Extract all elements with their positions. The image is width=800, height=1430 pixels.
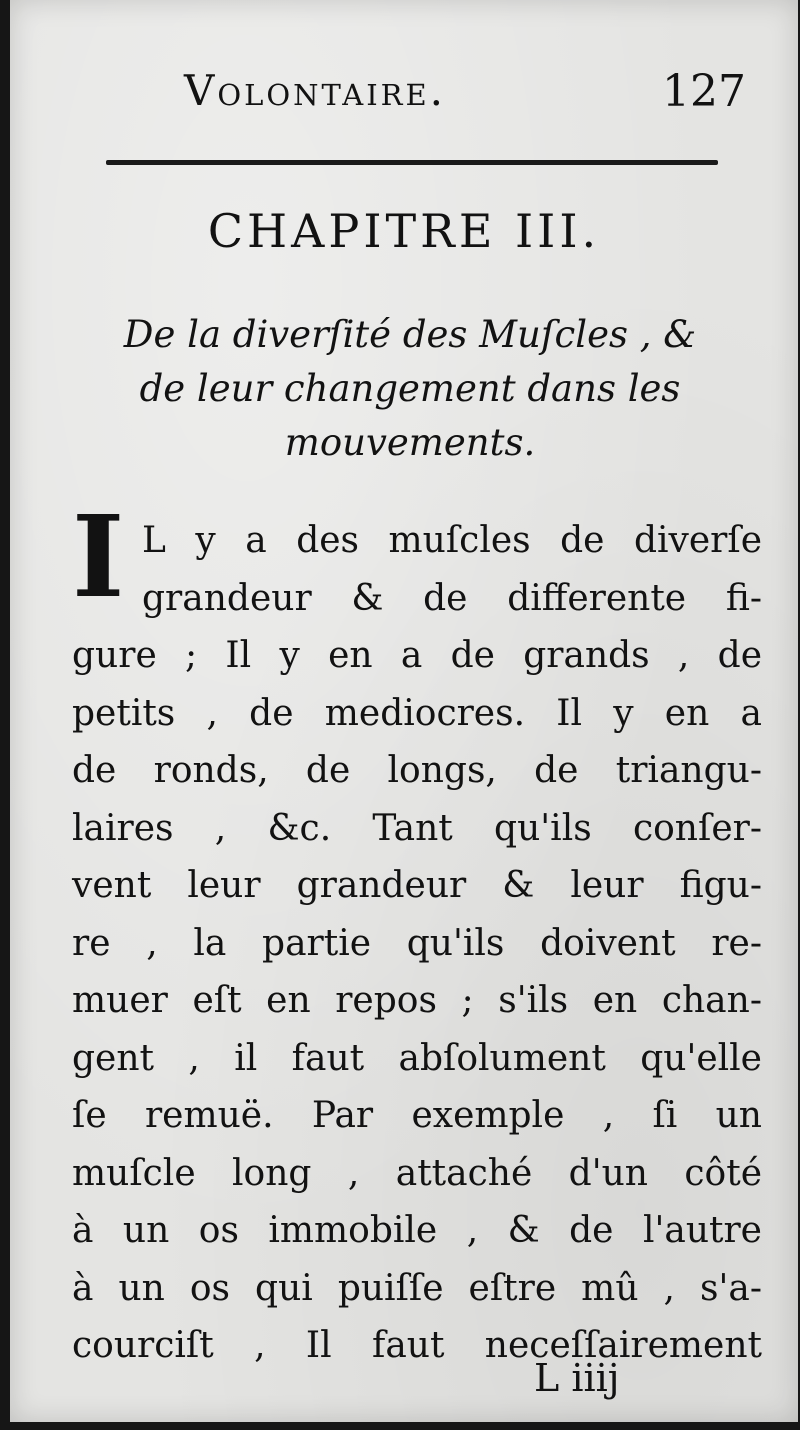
text-line: vent leur grandeur & leur figu- bbox=[72, 865, 762, 906]
text-line: re , la partie qu'ils doivent re- bbox=[72, 922, 762, 964]
drop-cap: I bbox=[72, 492, 125, 623]
text-line: grandeur & de differente fi- bbox=[142, 577, 762, 619]
text-line: de ronds, de longs, de triangu- bbox=[72, 750, 762, 791]
text-line: L y a des muſcles de diverſe bbox=[142, 520, 762, 561]
page-number: 127 bbox=[662, 66, 746, 117]
text-line: laires , &c. Tant qu'ils conſer- bbox=[72, 807, 762, 849]
signature-mark: L iiij bbox=[534, 1356, 620, 1400]
text-line: ſe remuë. Par exemple , ſi un bbox=[72, 1095, 762, 1136]
text-line: à un os qui puiſſe eſtre mû , s'a- bbox=[72, 1267, 762, 1309]
subtitle-line: de leur changement dans les bbox=[139, 367, 681, 410]
subtitle-line: mouvements. bbox=[284, 421, 536, 464]
text-line: gent , il faut abſolument qu'elle bbox=[72, 1037, 762, 1079]
book-page bbox=[10, 0, 798, 1422]
chapter-subtitle bbox=[50, 308, 770, 470]
text-line: courciſt , Il faut neceſſairement bbox=[72, 1325, 762, 1366]
text-line: muſcle long , attaché d'un côté bbox=[72, 1152, 762, 1194]
text-line: à un os immobile , & de l'autre bbox=[72, 1210, 762, 1251]
subtitle-line: De la diverſité des Muſcles , & bbox=[123, 313, 697, 356]
chapter-title: CHAPITRE III. bbox=[207, 204, 601, 258]
running-title: Volontaire. bbox=[184, 66, 447, 115]
text-line: petits , de mediocres. Il y en a bbox=[72, 692, 762, 734]
body-paragraph bbox=[72, 512, 762, 1375]
running-head bbox=[10, 66, 798, 126]
text-line: gure ; Il y en a de grands , de bbox=[72, 635, 762, 676]
text-line: muer eſt en repos ; s'ils en chan- bbox=[72, 980, 762, 1021]
header-rule bbox=[106, 160, 718, 165]
